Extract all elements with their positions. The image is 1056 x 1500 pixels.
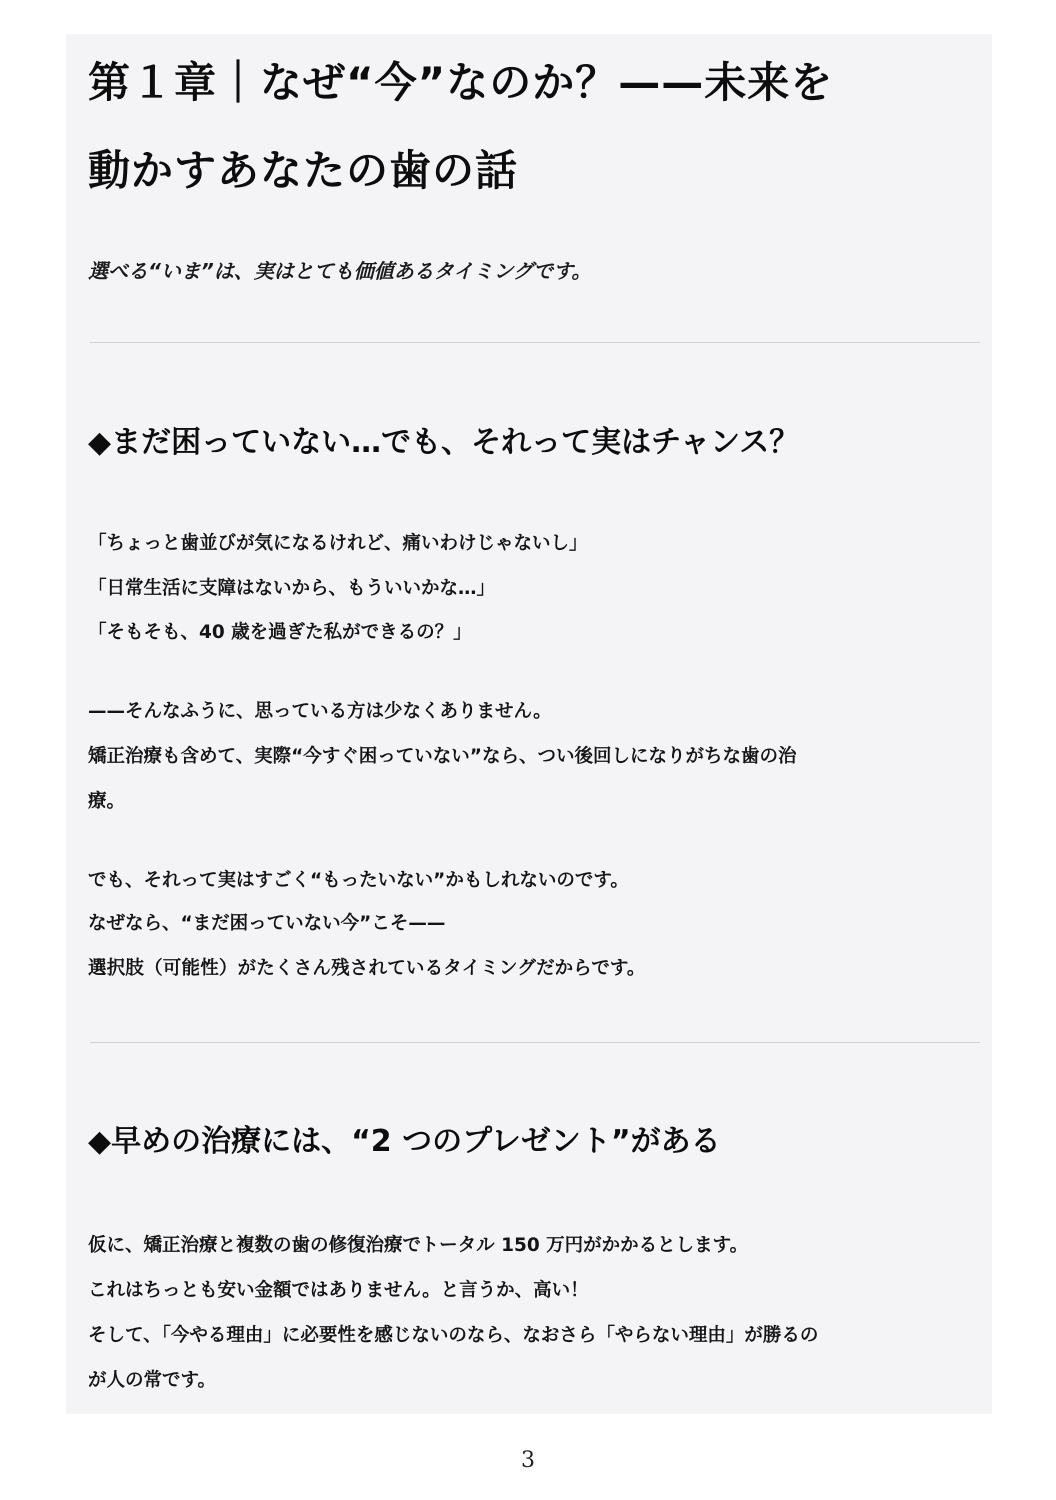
body-line-emphasis <box>88 960 645 979</box>
emphasis-text: 選択肢（可能性）がたくさん残されているタイミング <box>88 958 537 979</box>
page-number: 3 <box>521 1448 535 1473</box>
divider <box>90 342 980 343</box>
body-line: が人の常です。 <box>88 1370 217 1391</box>
quote-line: 「日常生活に支障はないから、もういいかな…」 <box>88 578 496 599</box>
quote-line: 「そもそも、40 歳を過ぎた私ができるの？」 <box>88 622 472 643</box>
body-line: なぜなら、“まだ困っていない今”こそ—— <box>88 913 446 934</box>
body-line: 仮に、矯正治療と複数の歯の修復治療でトータル 150 万円がかかるとします。 <box>88 1235 749 1256</box>
page-sheet <box>66 34 992 1414</box>
divider <box>90 1042 980 1043</box>
body-text: だからです。 <box>536 958 646 979</box>
quote-line: 「ちょっと歯並びが気になるけれど、痛いわけじゃないし」 <box>88 533 588 554</box>
body-line: でも、それって実はすごく“もったいない”かもしれないのです。 <box>88 870 629 891</box>
body-line: これはちっとも安い金額ではありません。と言うか、高い！ <box>88 1280 589 1301</box>
section-heading: ◆早めの治療には、“2 つのプレゼント”がある <box>88 1124 721 1159</box>
section-heading: ◆まだ困っていない…でも、それって実はチャンス？ <box>88 425 800 460</box>
chapter-title-line-2: 動かすあなたの歯の話 <box>88 146 519 195</box>
chapter-title-line-1: 第１章｜なぜ“今”なのか？——未来を <box>88 58 834 107</box>
body-line: ——そんなふうに、思っている方は少なくありません。 <box>88 701 552 722</box>
chapter-subtitle: 選べる“いま”は、実はとても価値あるタイミングです。 <box>88 259 592 283</box>
body-line: 矯正治療も含めて、実際“今すぐ困っていない”なら、つい後回しになりがちな歯の治 <box>88 746 797 767</box>
body-line: 療。 <box>88 791 126 812</box>
body-line: そして、「今やる理由」に必要性を感じないのなら、なおさら「やらない理由」が勝るの <box>88 1325 819 1346</box>
